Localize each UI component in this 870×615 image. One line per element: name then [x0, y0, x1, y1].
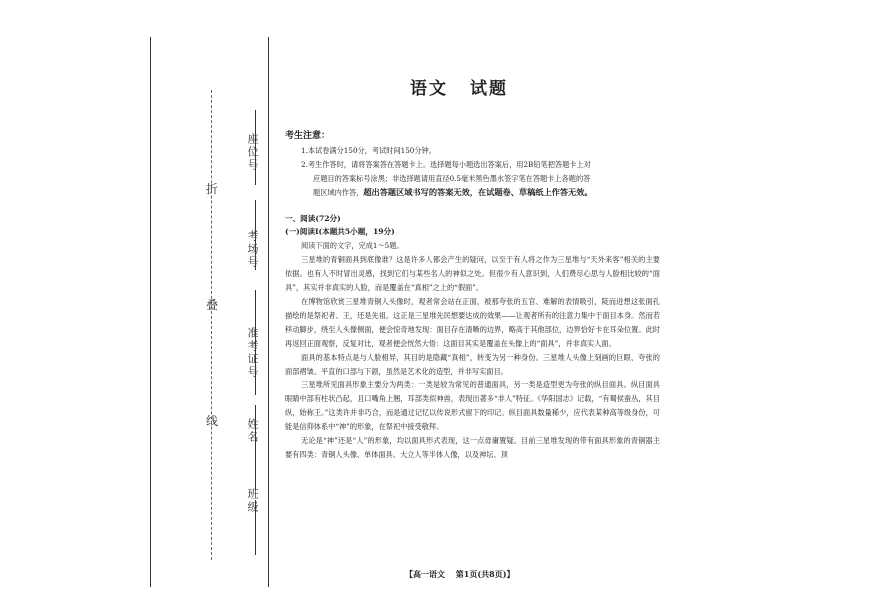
- fold-char: 叠: [206, 298, 219, 312]
- notice-heading: 考生注意：: [285, 131, 331, 141]
- fold-dashed-line: [211, 90, 212, 560]
- fold-char: 线: [206, 414, 219, 428]
- section-heading: 一、阅读(72分): [285, 213, 341, 223]
- admission-number-label: 准考证号: [246, 327, 259, 379]
- seat-number-label: 座位号: [246, 133, 259, 172]
- title-subject: 语文: [410, 79, 448, 99]
- seat-number-field[interactable]: [255, 110, 256, 185]
- passage-paragraph: 面具的基本特点是与人脸相异，其目的是隐藏“真相”，转变为另一种身份。三星堆人头像上刻画的巨眼、夸张的面部褶皱、平直的口部与下颌，虽然是艺术化的造型，并非写实面目。: [285, 352, 660, 376]
- notice-item: 2.考生作答时，请将答案答在答题卡上。选择题每小题选出答案后，用2B铅笔把答题卡上对: [301, 159, 591, 169]
- passage-paragraph: 无论是“神”还是“人”的形象，均以面具形式表现，这一点毋庸置疑。目前三星堆发现的带有面具形象的青铜器主要有四类：青铜人头像、单体面具、大立人等半体人像，以及神坛、顶: [285, 436, 660, 459]
- page-title: [410, 74, 530, 99]
- footer-subject: 【高一语文: [405, 569, 445, 579]
- admission-number-field[interactable]: [255, 290, 256, 395]
- exam-room-field[interactable]: [255, 200, 256, 270]
- class-label: 班级: [246, 488, 259, 514]
- notice-warning: 超出答题区域书写的答案无效，在试题卷、草稿纸上作答无效。: [363, 186, 593, 197]
- name-label: 姓名: [246, 418, 259, 444]
- passage-paragraph: 三星堆的青铜面具到底像谁？这是许多人都会产生的疑问，以至于有人将之作为三星堆与“天外来客”相关的主要依据。也有人不时冒出灵感，找到它们与某些名人的神似之处。但很少有人意识到，人们费尽心思与人脸相比较的“面具”，其实并非真实的人脸，而是覆盖在“真相”之上的“假面”。: [285, 255, 660, 293]
- notice-item: 1.本试卷满分150分，考试时间150分钟。: [301, 145, 436, 155]
- instruction-text: 阅读下面的文字，完成1～5题。: [301, 241, 404, 251]
- passage-paragraph: 在博物馆欣赏三星堆青铜人头像时，观者常会站在正面，被那夸张的五官、难解的表情吸引，陡而迸想这张面孔描绘的是祭祀者、王，还是先祖。这正是三星堆先民想要达成的效果——让观者所有的注意力集中于面目本身。然而若移动脚步，绕至人头像侧面，便会惊奇地发现：面目存在清晰的边界，略高于其他部位，边界恰好卡在耳朵位置。此时再返回正面观察，反复对比，观者便会恍然大悟：这面目其实是覆盖在头像上的“面具”，并非真实人面。: [285, 296, 660, 348]
- notice-text: 题区域内作答，: [313, 187, 364, 197]
- name-field[interactable]: [255, 405, 256, 490]
- notice-item: 应题目的答案标号涂黑；非选择题请用直径0.5毫米黑色墨水签字笔在答题卡上各题的答: [313, 173, 591, 183]
- footer-page-number: 第1页(共8页)】: [455, 569, 515, 579]
- exam-content: [285, 130, 660, 462]
- title-suffix: 试题: [470, 79, 508, 99]
- class-field[interactable]: [255, 500, 256, 555]
- margin-border-line: [150, 37, 151, 587]
- notice-item: [285, 186, 660, 200]
- margin-border-line: [268, 37, 269, 587]
- passage-paragraph: 三星堆所见面具形象主要分为两类：一类是较为常见的普通面具，另一类是造型更为夸张的纵目面具。纵目面具眼睛中部有柱状凸起，且口嘴角上翘，耳部类似神兽，表现出著多“非人”特征。《华阳国志》记载，“有蜀侯蚕丛，其目纵，始称王。”这类许并非巧合，而是通过记忆以传说形式留下的印记。纵目面具数量稀少，应代表某种高等级身份，可能是信仰体系中“神”的形象，在祭祀中接受敬拜。: [285, 380, 660, 432]
- exam-room-label: 考场号: [246, 230, 259, 269]
- fold-char: 折: [206, 182, 219, 196]
- subsection-heading: (一)阅读Ⅰ(本题共5小题，19分): [285, 227, 395, 237]
- page-footer: [405, 569, 515, 580]
